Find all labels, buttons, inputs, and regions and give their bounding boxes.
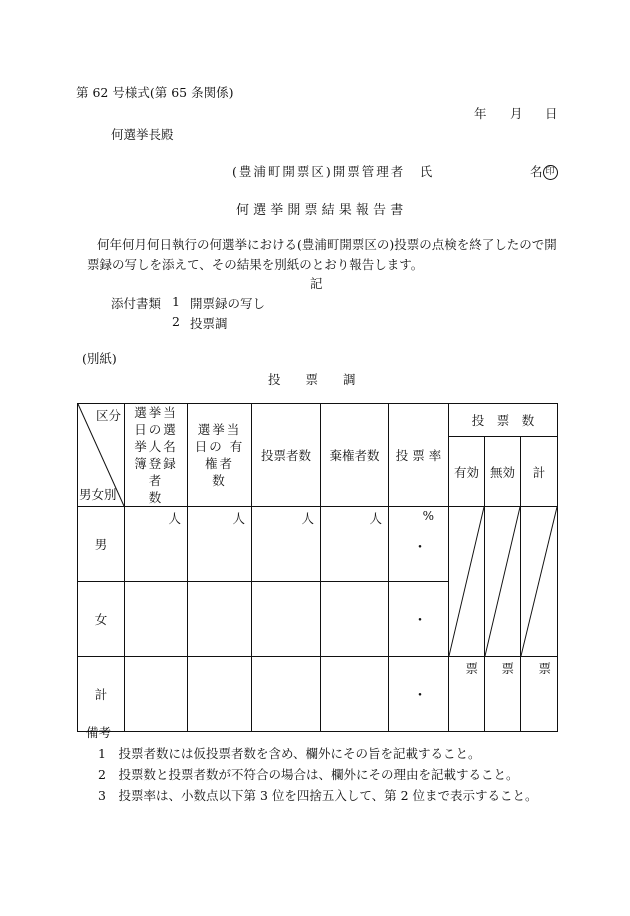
date-month: 月 (510, 106, 523, 121)
unit-vote: 票 (521, 657, 558, 732)
note-item (86, 785, 538, 806)
note-num: 1 (98, 746, 106, 761)
date-year: 年 (474, 106, 487, 121)
note-num: 2 (98, 767, 106, 782)
header-registered: 選挙当日の選挙人名簿登録者 数 (125, 404, 188, 507)
corner-top-label: 区分 (95, 408, 121, 423)
attachment-2-text: 投票調 (190, 316, 228, 331)
notes-title: 備考 (86, 725, 112, 740)
attachment-2-num: 2 (172, 314, 180, 329)
corner-cell (78, 404, 125, 507)
empty-cell (252, 657, 321, 732)
rate-cell (389, 582, 449, 657)
table-row (78, 657, 558, 732)
header-eligible: 選挙当日の 有 権者 数 (188, 404, 252, 507)
form-number: 第 62 号様式(第 65 条関係) (76, 85, 234, 100)
rate-cell (389, 657, 449, 732)
header-valid: 有効 (449, 437, 485, 507)
date-day: 日 (545, 106, 558, 121)
attachments-label: 添付書類 (111, 296, 162, 311)
table-row (78, 507, 558, 582)
header-votes: 投 票 数 (449, 404, 558, 437)
invalid-blank (485, 507, 521, 657)
row-label: 女 (78, 582, 125, 657)
corner-bottom-label: 男女別 (79, 487, 117, 502)
name-label: 名 (530, 164, 543, 179)
notes (86, 722, 538, 806)
header-total: 計 (521, 437, 558, 507)
empty-cell (321, 657, 389, 732)
addressee: 何選挙長殿 (111, 127, 174, 142)
sender: (豊浦町開票区)開票管理者 氏 (232, 164, 435, 179)
note-text: 投票率は、小数点以下第 3 位を四捨五入して、第 2 位まで表示すること。 (118, 788, 538, 803)
decimal-dot: ・ (413, 613, 427, 629)
cell-diagonal (521, 507, 557, 656)
unit-percent: % (422, 509, 434, 523)
note-num: 3 (98, 788, 106, 803)
cell-diagonal (485, 507, 520, 656)
empty-cell (252, 582, 321, 657)
unit-person: 人 (125, 507, 188, 582)
decimal-dot: ・ (413, 540, 427, 556)
row-label: 男 (78, 507, 125, 582)
header-voters: 投票者数 (252, 404, 321, 507)
unit-vote: 票 (485, 657, 521, 732)
row-label: 計 (78, 657, 125, 732)
unit-vote: 票 (449, 657, 485, 732)
header-invalid: 無効 (485, 437, 521, 507)
ki-label: 記 (310, 276, 323, 291)
unit-person: 人 (321, 507, 389, 582)
empty-cell (125, 657, 188, 732)
empty-cell (125, 582, 188, 657)
rate-cell (389, 507, 449, 582)
valid-blank (449, 507, 485, 657)
note-text: 投票者数には仮投票者数を含め、欄外にその旨を記載すること。 (118, 746, 481, 761)
note-item (86, 764, 538, 785)
total-blank (521, 507, 558, 657)
attachment-1-num: 1 (172, 294, 180, 309)
note-text: 投票数と投票者数が不符合の場合は、欄外にその理由を記載すること。 (118, 767, 519, 782)
header-rate: 投 票 率 (389, 404, 449, 507)
unit-person: 人 (252, 507, 321, 582)
note-item (86, 743, 538, 764)
seal-icon: 印 (543, 165, 558, 180)
table-title: 投 票 調 (268, 372, 356, 387)
page-title: 何 選 挙 開 票 結 果 報 告 書 (236, 203, 404, 218)
body-text: 何年何月何日執行の何選挙における(豊浦町開票区の)投票の点検を終了したので開票録の写しを添えて、その結果を別紙のとおり報告します。 (87, 237, 557, 272)
attachment-1-text: 開票録の写し (190, 296, 266, 311)
empty-cell (321, 582, 389, 657)
empty-cell (188, 657, 252, 732)
annex-label: (別紙) (82, 351, 117, 366)
sender-name (530, 162, 558, 180)
cell-diagonal (449, 507, 484, 656)
header-abstain: 棄権者数 (321, 404, 389, 507)
vote-table (77, 403, 558, 732)
empty-cell (188, 582, 252, 657)
decimal-dot: ・ (413, 688, 427, 704)
unit-person: 人 (188, 507, 252, 582)
